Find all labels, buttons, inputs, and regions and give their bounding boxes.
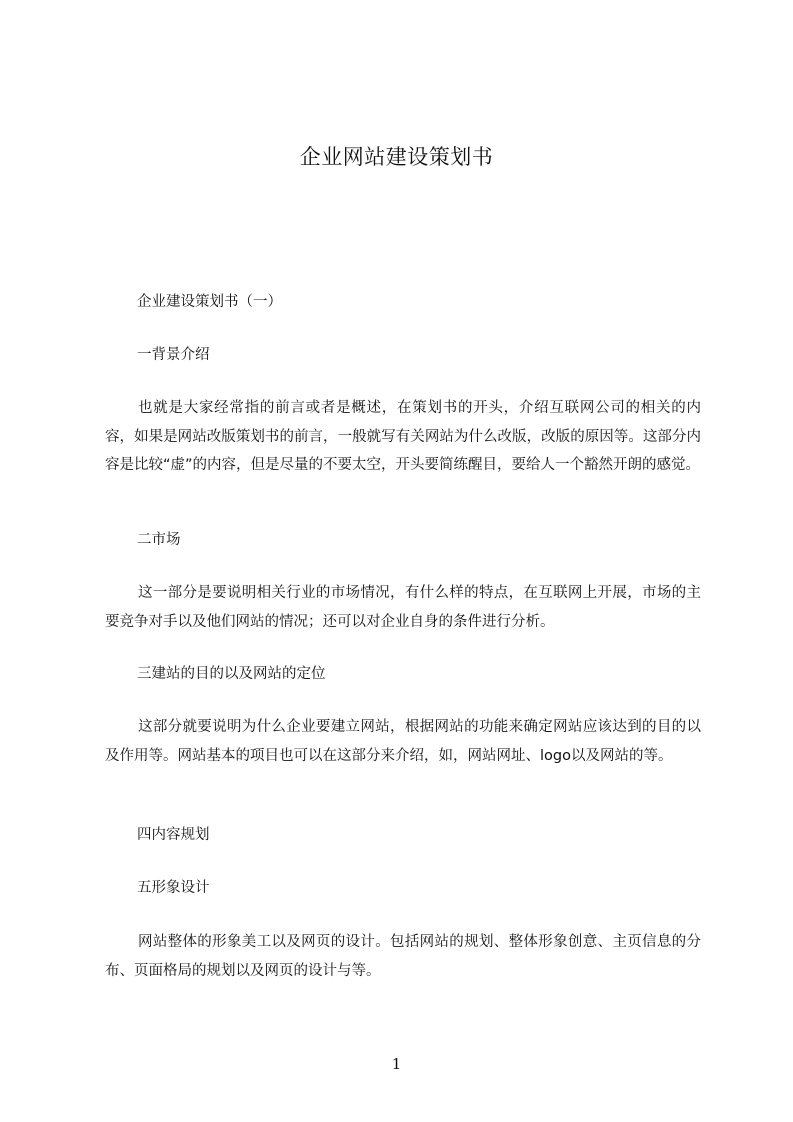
- section-body-design: [105, 928, 701, 985]
- paragraph-background: 也就是大家经常指的前言或者是概述，在策划书的开头，介绍互联网公司的相关的内容，如果是网站改版策划书的前言，一般就写有关网站为什么改版，改版的原因等。这部分内容是比较“虚”的内容，但是尽量的不要太空，开头要简练醒目，要给人一个豁然开朗的感觉。: [105, 400, 701, 473]
- paragraph-market: 这一部分是要说明相关行业的市场情况，有什么样的特点，在互联网上开展，市场的主要竞争对手以及他们网站的情况；还可以对企业自身的条件进行分析。: [105, 585, 701, 630]
- section-heading-design: 五形象设计: [137, 880, 210, 896]
- document-title: 企业网站建设策划书: [299, 145, 494, 169]
- section-body-market: [105, 579, 701, 636]
- section-heading-purpose: 三建站的目的以及网站的定位: [137, 666, 326, 682]
- section-heading-market: 二市场: [137, 532, 181, 548]
- paragraph-purpose: 这部分就要说明为什么企业要建立网站，根据网站的功能来确定网站应该达到的目的以及作用等。网站基本的项目也可以在这部分来介绍，如，网站网址、logo以及网站的等。: [105, 719, 701, 764]
- page-number: 1: [391, 1055, 402, 1073]
- section-heading-content: 四内容规划: [137, 827, 210, 843]
- paragraph-design: 网站整体的形象美工以及网页的设计。包括网站的规划、整体形象创意、主页信息的分布、页面格局的规划以及网页的设计与等。: [105, 934, 701, 979]
- section-heading-background: 一背景介绍: [137, 347, 210, 363]
- document-subtitle: 企业建设策划书（一）: [137, 294, 282, 310]
- section-body-background: [105, 394, 701, 480]
- section-body-purpose: [105, 713, 701, 770]
